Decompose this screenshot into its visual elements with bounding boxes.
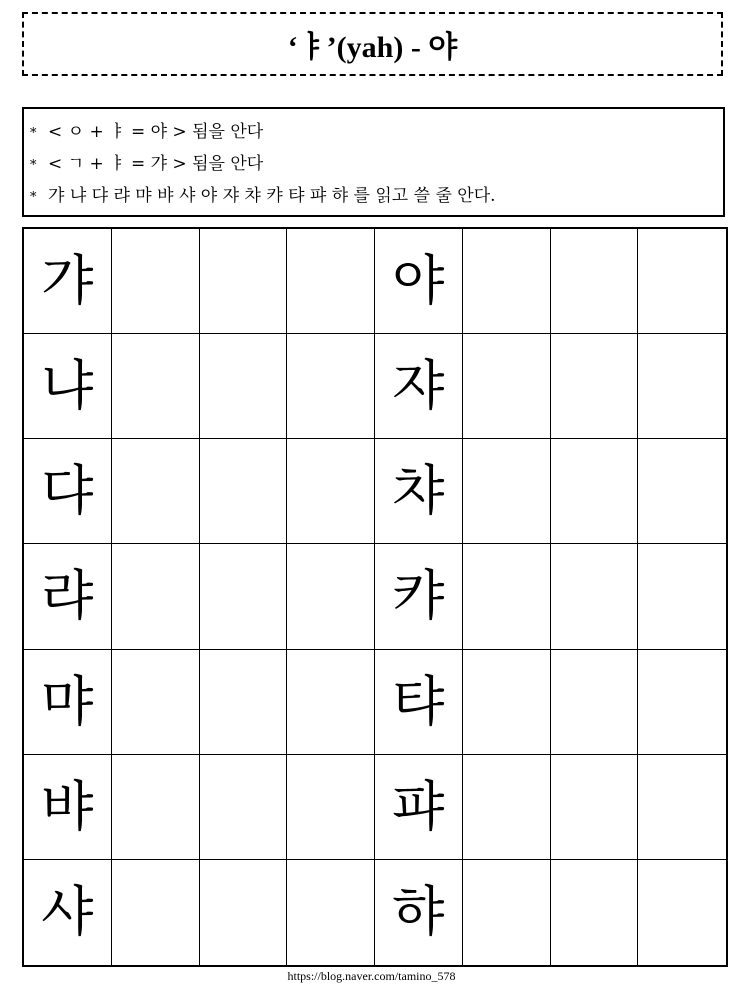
practice-cell [638,755,726,860]
practice-cell [551,755,639,860]
model-syllable-cell: 쟈 [375,334,463,439]
model-syllable-cell: 캬 [375,544,463,649]
practice-cell [112,229,200,334]
practice-cell [463,334,551,439]
model-syllable-cell: 햐 [375,860,463,965]
practice-cell [200,229,288,334]
model-syllable-cell: 먀 [24,650,112,755]
practice-cell [638,229,726,334]
objective-line [30,117,717,149]
practice-cell [112,650,200,755]
model-syllable-cell: 냐 [24,334,112,439]
model-syllable-cell: 탸 [375,650,463,755]
worksheet-title-text: ‘ㅑ’(yah) - 야 [287,31,458,64]
practice-cell [551,439,639,544]
practice-cell [287,229,375,334]
objective-text: 갸 냐 댜 랴 먀 뱌 샤 야 쟈 챠 캬 탸 퍄 햐 를 읽고 쓸 줄 안다. [48,186,496,206]
bullet-marker: * [30,126,37,141]
practice-cell [638,860,726,965]
practice-cell [463,439,551,544]
practice-cell [463,229,551,334]
practice-cell [463,650,551,755]
model-syllable-cell: 챠 [375,439,463,544]
practice-cell [287,650,375,755]
practice-cell [551,334,639,439]
practice-cell [200,334,288,439]
bullet-marker: * [30,158,37,173]
practice-cell [551,860,639,965]
practice-cell [200,860,288,965]
practice-cell [200,544,288,649]
practice-cell [638,544,726,649]
model-syllable-cell: 야 [375,229,463,334]
practice-cell [551,650,639,755]
model-syllable-cell: 뱌 [24,755,112,860]
model-syllable-cell: 댜 [24,439,112,544]
practice-cell [638,650,726,755]
objective-text: < ㄱ + ㅑ = 갸 > 됨을 안다 [48,154,264,174]
model-syllable-cell: 퍄 [375,755,463,860]
practice-cell [200,755,288,860]
objective-line [30,181,717,213]
objective-line [30,149,717,181]
writing-practice-grid [22,227,728,967]
practice-cell [200,439,288,544]
practice-cell [551,229,639,334]
practice-cell [200,650,288,755]
practice-cell [287,439,375,544]
practice-cell [112,860,200,965]
practice-cell [112,334,200,439]
worksheet-title [22,12,723,76]
practice-cell [463,860,551,965]
practice-cell [463,544,551,649]
model-syllable-cell: 샤 [24,860,112,965]
practice-cell [287,755,375,860]
practice-cell [463,755,551,860]
objective-text: < ㅇ + ㅑ = 야 > 됨을 안다 [48,122,264,142]
objectives-box [22,107,725,217]
practice-cell [287,334,375,439]
practice-cell [287,860,375,965]
bullet-marker: * [30,190,37,205]
model-syllable-cell: 갸 [24,229,112,334]
practice-cell [112,755,200,860]
practice-cell [638,334,726,439]
practice-cell [638,439,726,544]
practice-cell [112,544,200,649]
practice-cell [287,544,375,649]
practice-cell [551,544,639,649]
source-url: https://blog.naver.com/tamino_578 [287,969,456,983]
model-syllable-cell: 랴 [24,544,112,649]
practice-cell [112,439,200,544]
